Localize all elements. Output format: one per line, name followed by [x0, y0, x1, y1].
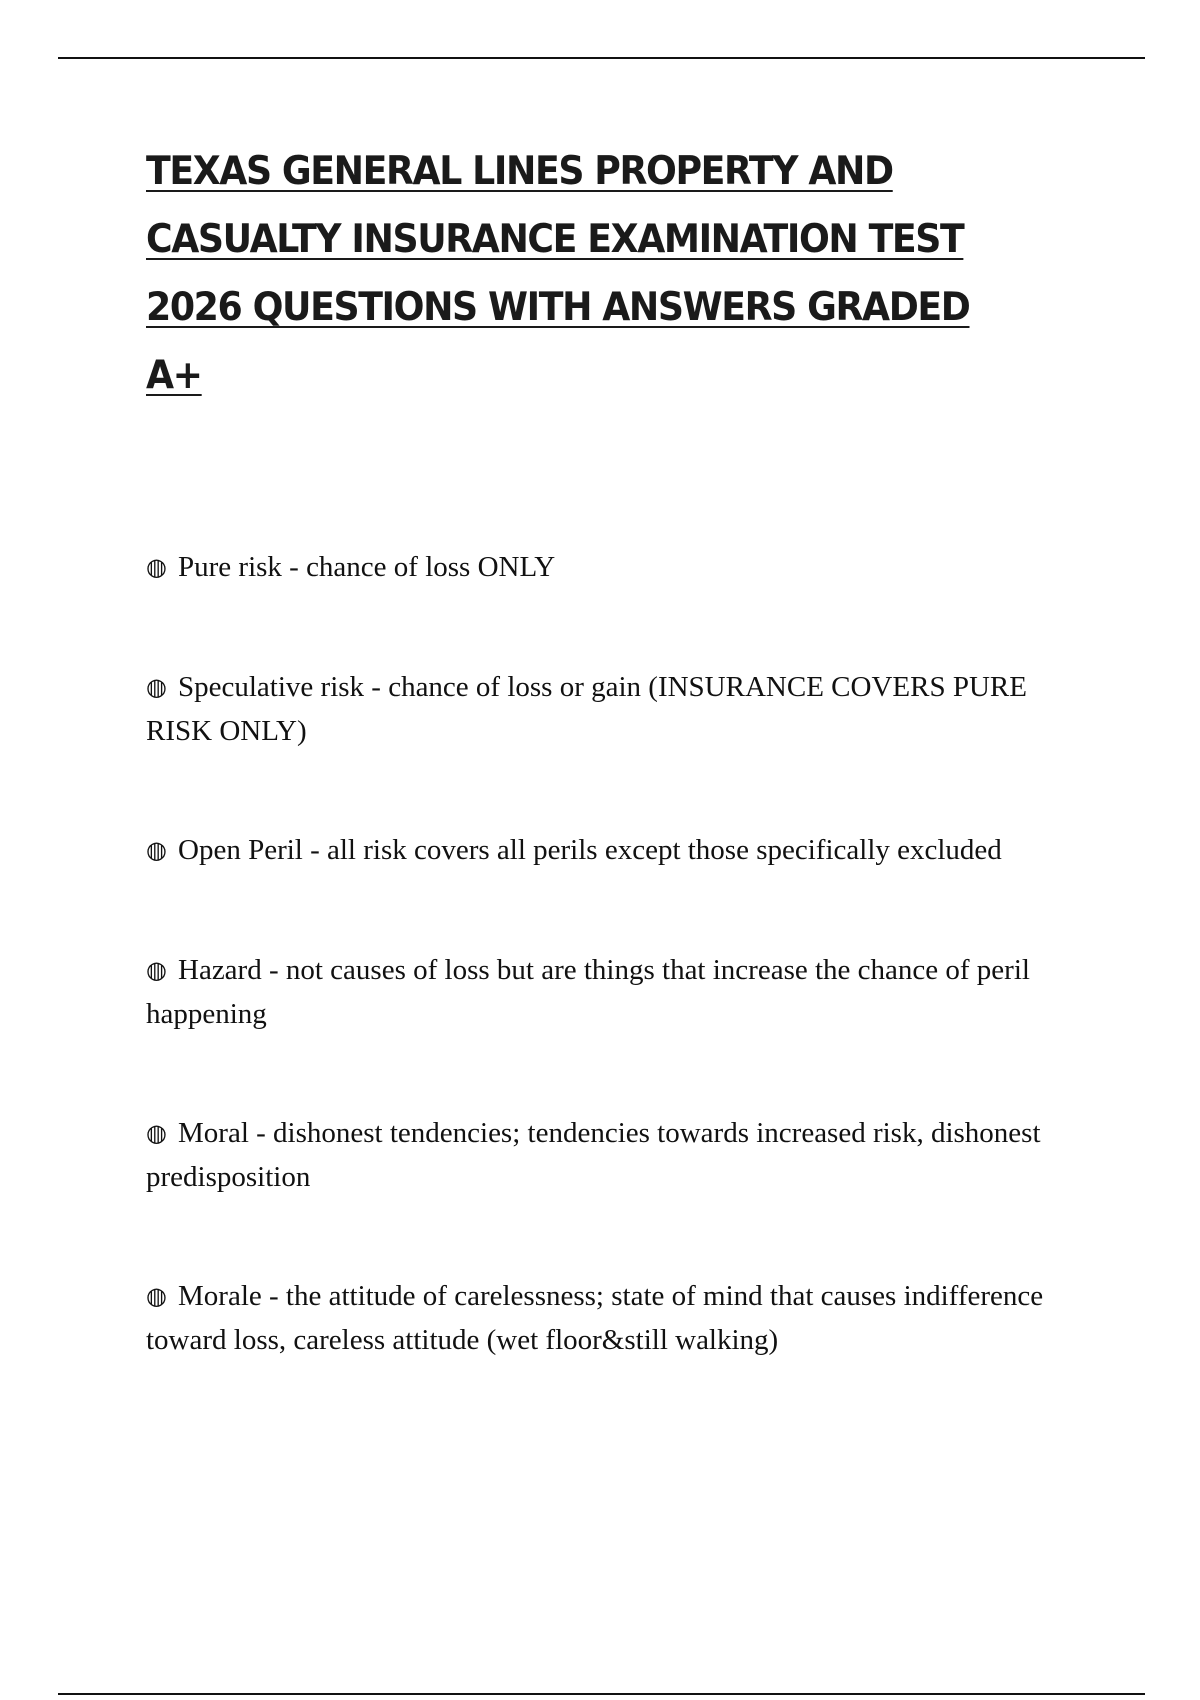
qa-list	[146, 546, 1086, 1438]
bullet-icon: ◍	[146, 555, 167, 581]
item-text: Moral - dishonest tendencies; tendencies towards increased risk, dishonest predisposition	[146, 1117, 1041, 1193]
bullet-icon: ◍	[146, 1284, 167, 1310]
bullet-icon: ◍	[146, 838, 167, 864]
list-item	[146, 949, 1086, 1036]
list-item	[146, 1112, 1086, 1199]
list-item	[146, 1275, 1086, 1362]
top-rule	[58, 57, 1145, 59]
item-text: Hazard - not causes of loss but are things that increase the chance of peril happening	[146, 954, 1030, 1030]
bullet-icon: ◍	[146, 675, 167, 701]
bullet-icon: ◍	[146, 1121, 167, 1147]
document-title: TEXAS GENERAL LINES PROPERTY AND CASUALTY INSURANCE EXAMINATION TEST 2026 QUESTIONS WITH ANSWERS GRADED A+	[146, 149, 970, 398]
list-item	[146, 829, 1086, 873]
item-text: Open Peril - all risk covers all perils except those specifically excluded	[178, 834, 1002, 866]
list-item	[146, 546, 1086, 590]
item-text: Morale - the attitude of carelessness; state of mind that causes indifference toward loss, careless attitude (wet floor&still walking)	[146, 1280, 1044, 1356]
bullet-icon: ◍	[146, 958, 167, 984]
bottom-rule	[58, 1693, 1145, 1695]
item-text: Speculative risk - chance of loss or gain (INSURANCE COVERS PURE RISK ONLY)	[146, 671, 1027, 747]
item-text: Pure risk - chance of loss ONLY	[178, 551, 556, 583]
list-item	[146, 666, 1086, 753]
